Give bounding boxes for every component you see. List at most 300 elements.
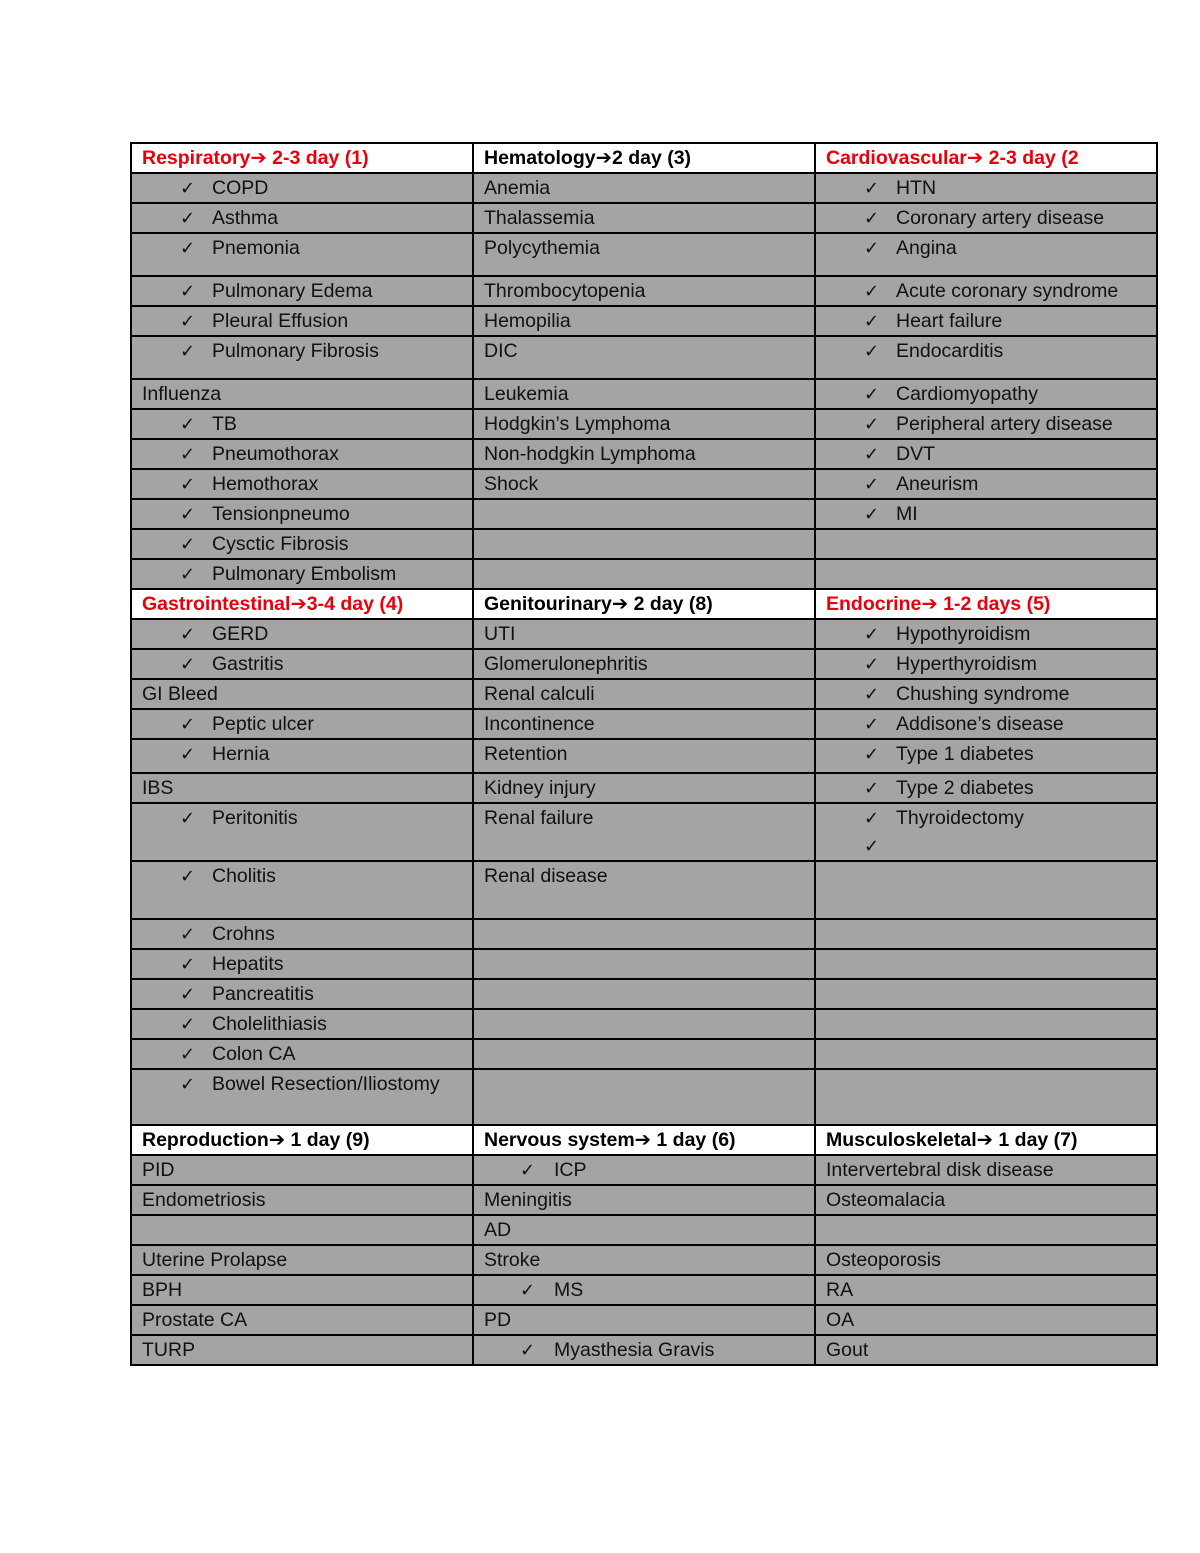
checked-item	[826, 650, 1156, 678]
item-label: DIC	[484, 340, 518, 362]
table-cell	[131, 1245, 473, 1275]
checkmark-icon: ✓	[180, 744, 196, 764]
checked-item	[826, 774, 1156, 802]
table-row	[131, 861, 1157, 919]
table-row	[131, 1009, 1157, 1039]
table-cell	[131, 1039, 473, 1069]
table-row	[131, 276, 1157, 306]
table-cell	[131, 379, 473, 409]
table-cell	[131, 679, 473, 709]
checkmark-icon: ✓	[864, 504, 880, 524]
checked-item	[826, 307, 1156, 335]
checkmark-icon: ✓	[180, 208, 196, 228]
checkmark-icon: ✓	[864, 384, 880, 404]
table-cell	[815, 679, 1157, 709]
table-cell	[815, 529, 1157, 559]
item-label: Anemia	[484, 177, 551, 199]
table-cell	[815, 949, 1157, 979]
table-row	[131, 173, 1157, 203]
checkmark-icon: ✓	[864, 178, 880, 198]
item-label: Hypothyroidism	[896, 623, 1031, 645]
table-cell	[131, 861, 473, 919]
checkmark-icon: ✓	[864, 778, 880, 798]
checked-item	[826, 680, 1156, 708]
item-label: TURP	[142, 1339, 196, 1361]
table-cell	[131, 499, 473, 529]
table-row	[131, 1305, 1157, 1335]
table-row	[131, 979, 1157, 1009]
checked-item	[142, 277, 472, 305]
checked-item	[826, 337, 1156, 365]
table-cell	[815, 1155, 1157, 1185]
item-label: Pulmonary Embolism	[212, 563, 397, 585]
table-cell	[131, 739, 473, 773]
checked-item	[826, 410, 1156, 438]
checked-item	[484, 1156, 814, 1184]
checkmark-icon: ✓	[864, 654, 880, 674]
table-cell	[473, 1069, 815, 1125]
systems-table	[130, 142, 1158, 1366]
checkmark-icon: ✓	[864, 281, 880, 301]
checked-item	[826, 832, 1156, 860]
checkmark-icon: ✓	[864, 684, 880, 704]
table-row	[131, 439, 1157, 469]
table-cell	[131, 1069, 473, 1125]
table-cell	[473, 173, 815, 203]
section-header-middle: Hematology➔2 day (3)	[473, 143, 815, 173]
table-cell	[815, 773, 1157, 803]
checkmark-icon: ✓	[864, 341, 880, 361]
item-label: Hernia	[212, 743, 270, 765]
checkmark-icon: ✓	[180, 414, 196, 434]
table-row	[131, 499, 1157, 529]
checkmark-icon: ✓	[180, 1014, 196, 1034]
table-cell	[815, 709, 1157, 739]
table-cell	[815, 439, 1157, 469]
item-label: Peptic ulcer	[212, 713, 314, 735]
checked-item	[826, 804, 1156, 832]
checked-item	[142, 560, 472, 588]
table-cell	[131, 1335, 473, 1365]
table-cell	[131, 173, 473, 203]
table-row	[131, 803, 1157, 861]
checkmark-icon: ✓	[180, 714, 196, 734]
item-label: BPH	[142, 1279, 183, 1301]
checked-item	[142, 650, 472, 678]
item-label: Pulmonary Fibrosis	[212, 340, 379, 362]
checked-item	[826, 500, 1156, 528]
checked-item	[142, 174, 472, 202]
table-row	[131, 469, 1157, 499]
table-cell	[815, 203, 1157, 233]
table-cell	[473, 1215, 815, 1245]
table-cell	[131, 559, 473, 589]
checkmark-icon: ✓	[180, 924, 196, 944]
table-row	[131, 409, 1157, 439]
checkmark-icon: ✓	[864, 714, 880, 734]
item-label: Hemopilia	[484, 310, 571, 332]
table-cell	[473, 1185, 815, 1215]
item-label: Endocarditis	[896, 340, 1004, 362]
section-header-middle: Nervous system➔ 1 day (6)	[473, 1125, 815, 1155]
table-row	[131, 529, 1157, 559]
checked-item	[142, 710, 472, 738]
table-row	[131, 619, 1157, 649]
table-cell	[131, 1275, 473, 1305]
table-row	[131, 1335, 1157, 1365]
section-header-right: Cardiovascular➔ 2-3 day (2	[815, 143, 1157, 173]
table-cell	[473, 1009, 815, 1039]
checkmark-icon: ✓	[864, 836, 880, 856]
table-cell	[473, 649, 815, 679]
section-header-row	[131, 589, 1157, 619]
item-label: PD	[484, 1309, 512, 1331]
table-cell	[131, 469, 473, 499]
table-cell	[815, 379, 1157, 409]
item-label: Type 2 diabetes	[896, 777, 1034, 799]
table-cell	[473, 439, 815, 469]
table-cell	[473, 679, 815, 709]
checked-item	[142, 530, 472, 558]
table-cell	[131, 649, 473, 679]
table-cell	[815, 173, 1157, 203]
checked-item	[142, 804, 472, 832]
checkmark-icon: ✓	[180, 954, 196, 974]
item-label: HTN	[896, 177, 937, 199]
table-cell	[131, 1215, 473, 1245]
checked-item	[484, 1276, 814, 1304]
table-row	[131, 679, 1157, 709]
checkmark-icon: ✓	[180, 624, 196, 644]
item-label: Pancreatitis	[212, 983, 314, 1005]
checkmark-icon: ✓	[180, 564, 196, 584]
item-label: Non-hodgkin Lymphoma	[484, 443, 696, 465]
item-label: Renal failure	[484, 807, 594, 829]
checked-item	[142, 1010, 472, 1038]
item-label: Stroke	[484, 1249, 541, 1271]
item-label: Prostate CA	[142, 1309, 248, 1331]
item-label: Hodgkin’s Lymphoma	[484, 413, 671, 435]
table-row	[131, 306, 1157, 336]
item-label: Cholelithiasis	[212, 1013, 327, 1035]
item-label: UTI	[484, 623, 516, 645]
item-label: OA	[826, 1309, 855, 1331]
checked-item	[826, 380, 1156, 408]
table-cell	[131, 619, 473, 649]
table-row	[131, 1275, 1157, 1305]
table-cell	[815, 1009, 1157, 1039]
checked-item	[142, 410, 472, 438]
item-label: Kidney injury	[484, 777, 596, 799]
table-row	[131, 709, 1157, 739]
item-label: Osteoporosis	[826, 1249, 941, 1271]
table-row	[131, 1039, 1157, 1069]
table-cell	[473, 233, 815, 276]
checked-item	[142, 440, 472, 468]
item-label: GERD	[212, 623, 269, 645]
table-cell	[131, 949, 473, 979]
table-cell	[473, 203, 815, 233]
checkmark-icon: ✓	[864, 808, 880, 828]
table-cell	[473, 499, 815, 529]
table-row	[131, 739, 1157, 773]
table-cell	[473, 1275, 815, 1305]
checkmark-icon: ✓	[180, 178, 196, 198]
table-cell	[473, 409, 815, 439]
table-cell	[473, 276, 815, 306]
checked-item	[142, 950, 472, 978]
checkmark-icon: ✓	[864, 444, 880, 464]
table-cell	[131, 979, 473, 1009]
checkmark-icon: ✓	[180, 984, 196, 1004]
checked-item	[142, 740, 472, 768]
checked-item	[142, 1070, 472, 1098]
checked-item	[826, 174, 1156, 202]
table-cell	[473, 559, 815, 589]
checkmark-icon: ✓	[180, 504, 196, 524]
item-label: Hyperthyroidism	[896, 653, 1037, 675]
item-label: Renal disease	[484, 865, 608, 887]
item-label: AD	[484, 1219, 512, 1241]
table-cell	[815, 649, 1157, 679]
item-label: Myasthesia Gravis	[554, 1339, 715, 1361]
table-cell	[131, 233, 473, 276]
table-cell	[473, 619, 815, 649]
table-row	[131, 1245, 1157, 1275]
table-cell	[815, 979, 1157, 1009]
item-label: Addisone’s disease	[896, 713, 1064, 735]
item-label: Cholitis	[212, 865, 276, 887]
table-cell	[473, 949, 815, 979]
table-cell	[815, 1069, 1157, 1125]
table-cell	[473, 529, 815, 559]
checked-item	[826, 740, 1156, 768]
table-cell	[131, 1305, 473, 1335]
systems-table-body	[131, 143, 1157, 1365]
checked-item	[826, 470, 1156, 498]
item-label: Colon CA	[212, 1043, 296, 1065]
table-cell	[473, 379, 815, 409]
table-cell	[473, 1039, 815, 1069]
item-label: Gastritis	[212, 653, 284, 675]
checked-item	[826, 277, 1156, 305]
table-cell	[473, 739, 815, 773]
item-label: Polycythemia	[484, 237, 600, 259]
table-cell	[815, 336, 1157, 379]
checked-item	[826, 204, 1156, 232]
checkmark-icon: ✓	[180, 866, 196, 886]
checkmark-icon: ✓	[180, 808, 196, 828]
table-row	[131, 559, 1157, 589]
table-row	[131, 379, 1157, 409]
table-cell	[131, 336, 473, 379]
checkmark-icon: ✓	[864, 474, 880, 494]
item-label: RA	[826, 1279, 854, 1301]
item-label: MS	[554, 1279, 584, 1301]
item-label: Tensionpneumo	[212, 503, 350, 525]
item-label: Meningitis	[484, 1189, 572, 1211]
checkmark-icon: ✓	[864, 238, 880, 258]
table-row	[131, 1215, 1157, 1245]
checked-item	[142, 204, 472, 232]
table-cell	[815, 1335, 1157, 1365]
table-cell	[131, 203, 473, 233]
item-label: Retention	[484, 743, 568, 765]
section-header-left: Respiratory➔ 2-3 day (1)	[131, 143, 473, 173]
item-label: Peripheral artery disease	[896, 413, 1113, 435]
table-cell	[815, 559, 1157, 589]
item-label: Type 1 diabetes	[896, 743, 1034, 765]
table-cell	[131, 1009, 473, 1039]
checkmark-icon: ✓	[180, 238, 196, 258]
checkmark-icon: ✓	[180, 654, 196, 674]
item-label: ICP	[554, 1159, 587, 1181]
table-row	[131, 949, 1157, 979]
item-label: Crohns	[212, 923, 275, 945]
item-label: GI Bleed	[142, 683, 218, 705]
item-label: PID	[142, 1159, 175, 1181]
table-cell	[131, 919, 473, 949]
table-row	[131, 919, 1157, 949]
item-label: Renal calculi	[484, 683, 595, 705]
item-label: Cardiomyopathy	[896, 383, 1038, 405]
table-cell	[473, 861, 815, 919]
item-label: Intervertebral disk disease	[826, 1159, 1054, 1181]
item-label: Aneurism	[896, 473, 979, 495]
table-row	[131, 773, 1157, 803]
table-cell	[473, 803, 815, 861]
table-cell	[131, 709, 473, 739]
item-label: Shock	[484, 473, 539, 495]
checkmark-icon: ✓	[864, 311, 880, 331]
table-row	[131, 203, 1157, 233]
item-label: Asthma	[212, 207, 279, 229]
item-label: Glomerulonephritis	[484, 653, 648, 675]
item-label: Pleural Effusion	[212, 310, 349, 332]
item-label: Pneumothorax	[212, 443, 339, 465]
table-cell	[473, 336, 815, 379]
table-row	[131, 1155, 1157, 1185]
table-cell	[473, 469, 815, 499]
table-cell	[473, 979, 815, 1009]
checkmark-icon: ✓	[864, 414, 880, 434]
item-label: Gout	[826, 1339, 869, 1361]
item-label: Thyroidectomy	[896, 807, 1024, 829]
item-label: Incontinence	[484, 713, 595, 735]
item-label: Angina	[896, 237, 957, 259]
checkmark-icon: ✓	[520, 1160, 536, 1180]
item-label: COPD	[212, 177, 269, 199]
table-cell	[473, 1245, 815, 1275]
checked-item	[484, 1336, 814, 1364]
item-label: Coronary artery disease	[896, 207, 1105, 229]
checked-item	[826, 234, 1156, 262]
table-cell	[815, 1305, 1157, 1335]
section-header-row	[131, 143, 1157, 173]
table-cell	[815, 306, 1157, 336]
section-header-left: Reproduction➔ 1 day (9)	[131, 1125, 473, 1155]
checkmark-icon: ✓	[864, 208, 880, 228]
checked-item	[142, 980, 472, 1008]
checkmark-icon: ✓	[180, 1044, 196, 1064]
checked-item	[142, 920, 472, 948]
item-label: Pulmonary Edema	[212, 280, 373, 302]
checkmark-icon: ✓	[864, 744, 880, 764]
table-cell	[815, 233, 1157, 276]
checked-item	[142, 470, 472, 498]
item-label: Bowel Resection/Iliostomy	[212, 1073, 440, 1095]
checkmark-icon: ✓	[180, 281, 196, 301]
item-label: TB	[212, 413, 237, 435]
table-cell	[815, 1185, 1157, 1215]
item-label: Peritonitis	[212, 807, 298, 829]
item-label: DVT	[896, 443, 935, 465]
checkmark-icon: ✓	[520, 1340, 536, 1360]
table-cell	[815, 409, 1157, 439]
table-cell	[473, 1155, 815, 1185]
checkmark-icon: ✓	[180, 311, 196, 331]
item-label: Uterine Prolapse	[142, 1249, 288, 1271]
item-label: Osteomalacia	[826, 1189, 946, 1211]
item-label: Pnemonia	[212, 237, 300, 259]
item-label	[896, 832, 901, 860]
table-cell	[815, 499, 1157, 529]
checkmark-icon: ✓	[180, 474, 196, 494]
item-label: Endometriosis	[142, 1189, 266, 1211]
checkmark-icon: ✓	[180, 341, 196, 361]
table-row	[131, 649, 1157, 679]
item-label: Chushing syndrome	[896, 683, 1070, 705]
table-cell	[815, 469, 1157, 499]
table-cell	[131, 409, 473, 439]
table-cell	[131, 276, 473, 306]
table-cell	[473, 773, 815, 803]
checkmark-icon: ✓	[180, 1074, 196, 1094]
item-label: MI	[896, 503, 918, 525]
table-cell	[131, 529, 473, 559]
checkmark-icon: ✓	[180, 444, 196, 464]
table-cell	[815, 861, 1157, 919]
item-label: Influenza	[142, 383, 222, 405]
section-header-right: Musculoskeletal➔ 1 day (7)	[815, 1125, 1157, 1155]
section-header-left: Gastrointestinal➔3-4 day (4)	[131, 589, 473, 619]
table-cell	[815, 919, 1157, 949]
checked-item	[142, 500, 472, 528]
table-cell	[473, 306, 815, 336]
item-label: Cysctic Fibrosis	[212, 533, 349, 555]
checked-item	[142, 862, 472, 890]
item-label: Thrombocytopenia	[484, 280, 646, 302]
checkmark-icon: ✓	[864, 624, 880, 644]
checkmark-icon: ✓	[180, 534, 196, 554]
item-label: Leukemia	[484, 383, 569, 405]
table-cell	[131, 773, 473, 803]
table-cell	[815, 1215, 1157, 1245]
checked-item	[826, 440, 1156, 468]
table-cell	[815, 1275, 1157, 1305]
table-cell	[473, 1335, 815, 1365]
table-cell	[131, 439, 473, 469]
table-cell	[815, 276, 1157, 306]
table-row	[131, 233, 1157, 276]
checked-item	[142, 337, 472, 365]
table-row	[131, 336, 1157, 379]
table-cell	[815, 619, 1157, 649]
item-label: Acute coronary syndrome	[896, 280, 1119, 302]
checked-item	[826, 710, 1156, 738]
table-cell	[473, 709, 815, 739]
table-row	[131, 1185, 1157, 1215]
